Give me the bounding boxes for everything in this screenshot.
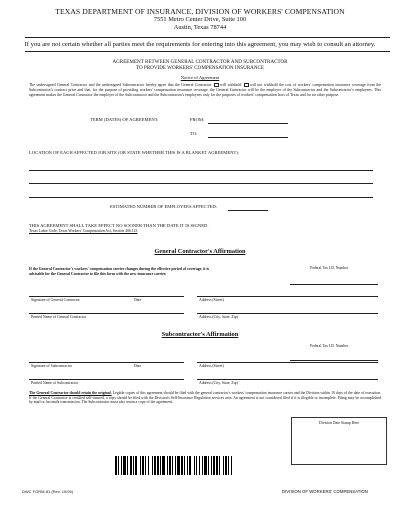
gc-address-street-label: Address (Street) — [199, 298, 224, 302]
header-rule-bottom — [25, 51, 390, 52]
barcode-bar — [232, 456, 233, 475]
term-label: TERM (DATES) OF AGREEMENT: — [90, 117, 159, 122]
will-withhold-label: will withhold — [220, 83, 242, 87]
attorney-warning: If you are not certain whether all parties meet the requirements for entering into this agreement, you may wish to consult an attorney. — [24, 41, 376, 48]
term-to-field[interactable] — [208, 137, 288, 138]
agency-address-line2: Austin, Texas 78744 — [173, 24, 227, 31]
effect-statement: THIS AGREEMENT SHALL TAKE EFFECT NO SOONER THAN THE DATE IT IS SIGNED. — [29, 223, 209, 228]
labor-code-reference: Texas Labor Code, Texas Workers' Compensation Act, Section 406.123 — [29, 229, 138, 233]
gc-printed-name-label: Printed Name of General Contractor — [31, 315, 87, 319]
sub-address-city-field[interactable] — [197, 379, 378, 380]
form-title-line2: TO PROVIDE WORKERS' COMPENSATION INSURANCE — [135, 65, 265, 71]
gc-date-label: Date — [134, 298, 142, 302]
sub-date-label: Date — [134, 364, 142, 368]
employees-field[interactable] — [228, 210, 268, 211]
term-to-label: TO: — [190, 131, 198, 136]
sub-affirmation-heading: Subcontractor's Affirmation — [161, 331, 239, 338]
notice-heading: Notice of Agreement — [180, 75, 220, 80]
agreement-paragraph: The undersigned General Contractor and the undersigned Subcontractor hereby agree that the General Contractor will withhold will not withhold the cost of workers' compensation insurance coverage from the Subcontractor's contract price and that, for the purpose of providing workers' compensation insurance coverage, the General Contractor will be the employer of the Subcontractor and the Subcontractor's employees. This agreement makes the General Contractor the employer of the Subcontractor and the Subcontractor's employees only for the purposes of workers' compensation laws of Texas and for no other purpose. — [29, 83, 381, 98]
form-id: DWC FORM-81 (Rev. 10/05) — [22, 489, 74, 494]
gc-address-city-label: Address (City, State, Zip) — [199, 315, 238, 319]
term-from-label: FROM: — [190, 117, 205, 122]
sub-printed-name-label: Printed Name of Subcontractor — [31, 381, 79, 385]
will-not-withhold-label: will not withhold the cost of — [249, 83, 297, 87]
gc-signature-label: Signature of General Contractor — [31, 298, 80, 302]
division-date-stamp-box — [291, 417, 387, 465]
location-label: LOCATION OF EACH AFFECTED JOB SITE (OR STATE WHETHER THIS IS A BLANKET AGREEMENT): — [29, 150, 240, 155]
will-not-withhold-checkbox[interactable] — [244, 83, 249, 87]
header-rule-top — [25, 37, 390, 38]
sub-signature-field[interactable] — [29, 362, 184, 363]
location-field-line3[interactable] — [29, 197, 373, 198]
division-footer: DIVISION OF WORKERS' COMPENSATION — [282, 489, 368, 494]
sub-signature-label: Signature of Subcontractor — [31, 364, 72, 368]
location-field-line1[interactable] — [29, 170, 373, 171]
sub-address-street-field[interactable] — [197, 362, 378, 363]
will-withhold-checkbox[interactable] — [214, 83, 219, 87]
gc-affirmation-heading: General Contractor's Affirmation — [154, 248, 246, 255]
sub-address-street-label: Address (Street) — [199, 364, 224, 368]
gc-signature-field[interactable] — [29, 296, 184, 297]
agency-address-line1: 7551 Metro Center Drive, Suite 100 — [153, 16, 247, 23]
gc-printed-name-field[interactable] — [29, 313, 184, 314]
sub-tax-id-field[interactable] — [290, 360, 378, 361]
filing-instructions: The General Contractor should retain the original. Legible copies of this agreement should be filed with the general contractor's workers' compensation insurance carrier and the Division within 10 days of the date of execution. If the General Contractor is certified self-insured, a copy should be filed with the Division's Self-Insurance Regulation services area. An agreement is not considered filed if it is illegible or incomplete. Filing may be accomplished by mail or facsimile transmission. The Subcontractor must also retain a copy of the agreement. — [29, 391, 381, 405]
gc-address-city-field[interactable] — [197, 313, 378, 314]
form-barcode — [115, 456, 273, 475]
location-field-line2[interactable] — [29, 183, 373, 184]
gc-address-street-field[interactable] — [197, 296, 378, 297]
sub-tax-id-label: Federal Tax I.D. Number — [310, 344, 349, 348]
sub-address-city-label: Address (City, State, Zip) — [199, 381, 238, 385]
form-title-line1: AGREEMENT BETWEEN GENERAL CONTRACTOR AND SUBCONTRACTOR — [112, 59, 288, 65]
gc-carrier-note: If the General Contractor's workers' compensation carrier changes during the effective period of coverage, it is advisable for the General Contractor to file this form with the new insurance carrier. — [29, 267, 210, 276]
gc-tax-id-label: Federal Tax I.D. Number — [310, 266, 349, 270]
stamp-label: Division Date Stamp Here — [318, 421, 360, 425]
agency-name: TEXAS DEPARTMENT OF INSURANCE, DIVISION OF WORKERS' COMPENSATION — [55, 7, 345, 16]
sub-printed-name-field[interactable] — [29, 379, 184, 380]
term-from-field[interactable] — [208, 123, 288, 124]
gc-tax-id-field[interactable] — [290, 284, 378, 285]
employees-label: ESTIMATED NUMBER OF EMPLOYEES AFFECTED: — [110, 204, 217, 209]
